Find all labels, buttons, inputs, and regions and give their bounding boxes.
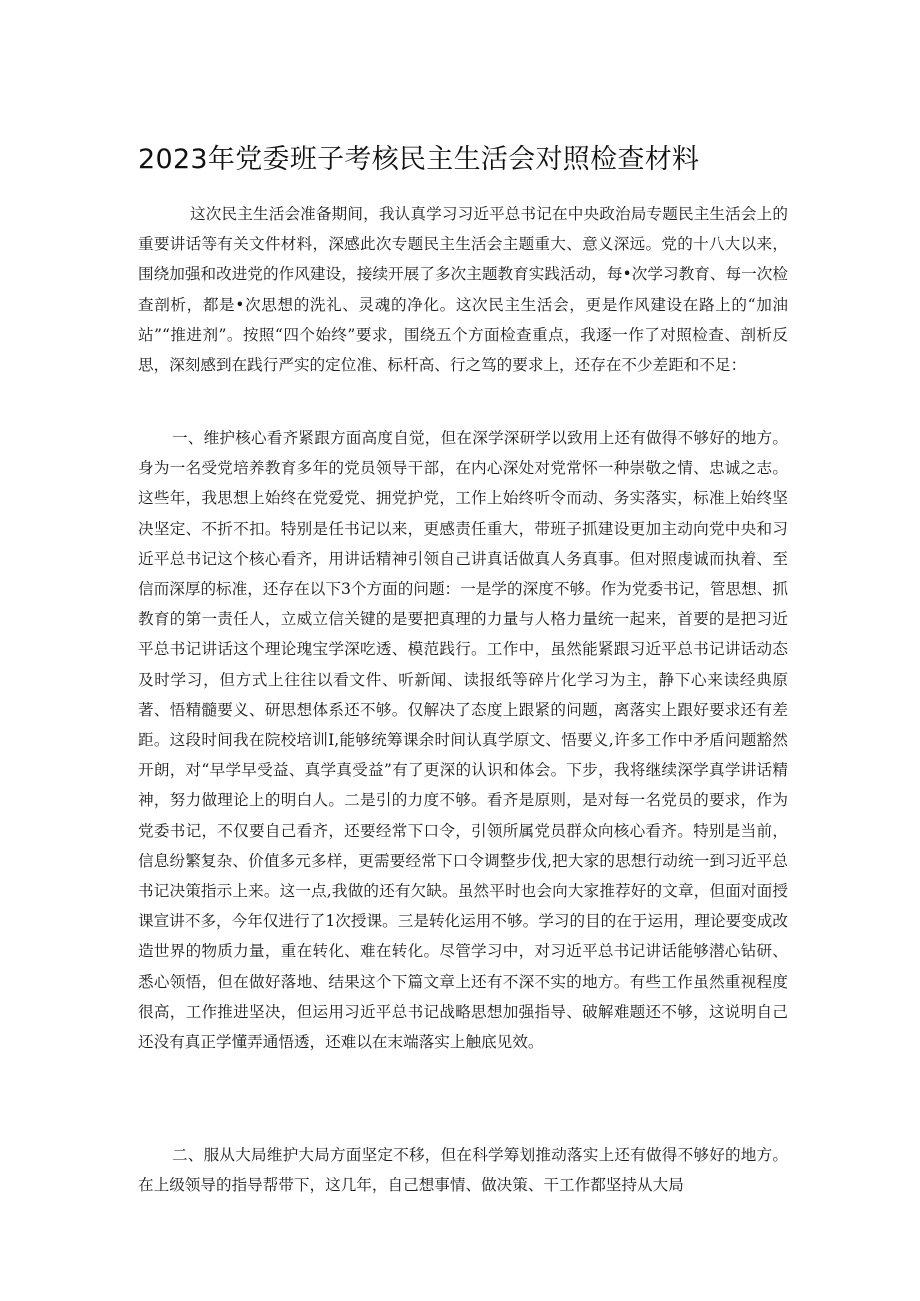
document-title: 2023年党委班子考核民主生活会对照检查材料: [138, 144, 700, 175]
paragraph-section-one: 一、维护核心看齐紧跟方面高度自觉，但在深学深研学以致用上还有做得不够好的地方。身为一名受党培养教育多年的党员领导干部，在内心深处对党常怀一种崇敬之情、忠诚之志。这些年，我思想上始终在党爱党、拥党护党，工作上始终听令而动、务实落实，标准上始终坚决坚定、不折不扣。特别是任书记以来，更感责任重大，带班子抓建设更加主动向党中央和习近平总书记这个核心看齐，用讲话精神引领自己讲真话做真人务真事。但对照虔诚而执着、至信而深厚的标准，还存在以下3个方面的问题：一是学的深度不够。作为党委书记，管思想、抓教育的第一责任人，立威立信关键的是要把真理的力量与人格力量统一起来，首要的是把习近平总书记讲话这个理论瑰宝学深吃透、模范践行。工作中，虽然能紧跟习近平总书记讲话动态及时学习，但方式上往往以看文件、听新闻、读报纸等碎片化学习为主，静下心来读经典原著、悟精髓要义、研思想体系还不够。仅解决了态度上跟紧的问题，离落实上跟好要求还有差距。这段时间我在院校培训I,能够统筹课余时间认真学原文、悟要义,许多工作中矛盾问题豁然开朗，对“早学早受益、真学真受益”有了更深的认识和体会。下步，我将继续深学真学讲话精神，努力做理论上的明白人。二是引的力度不够。看齐是原则，是对每一名党员的要求，作为党委书记，不仅要自己看齐，还要经常下口令，引领所属党员群众向核心看齐。特别是当前，信息纷繁复杂、价值多元多样，更需要经常下口令调整步伐,把大家的思想行动统一到习近平总书记决策指示上来。这一点,我做的还有欠缺。虽然平时也会向大家推荐好的文章，但面对面授课宣讲不多，今年仅进行了1次授课。三是转化运用不够。学习的目的在于运用，理论要变成改造世界的物质力量，重在转化、难在转化。尽管学习中，对习近平总书记讲话能够潜心钻研、悉心领悟，但在做好落地、结果这个下篇文章上还有不深不实的地方。有些工作虽然重视程度很高，工作推进坚决，但运用习近平总书记战略思想加强指导、破解难题还不够，这说明自己还没有真正学懂弄通悟透，还难以在末端落实上触底见效。: [138, 429, 788, 1052]
paragraph-section-two: 二、服从大局维护大局方面坚定不移，但在科学筹划推动落实上还有做得不够好的地方。在上级领导的指导帮带下，这几年，自己想事情、做决策、干工作都坚持从大局: [138, 1146, 788, 1195]
paragraph-intro: 这次民主生活会准备期间，我认真学习习近平总书记在中央政治局专题民主生活会上的重要讲话等有关文件材料，深感此次专题民主生活会主题重大、意义深远。党的十八大以来，围绕加强和改进党的作风建设，接续开展了多次主题教育实践活动，每•次学习教育、每一次检查剖析，都是•次思想的洗礼、灵魂的净化。这次民主生活会，更是作风建设在路上的“加油站”“推进剂”。按照“四个始终”要求，围绕五个方面检查重点，我逐一作了对照检查、剖析反思，深刻感到在践行严实的定位准、标杆高、行之笃的要求上，还存在不少差距和不足：: [138, 205, 788, 375]
